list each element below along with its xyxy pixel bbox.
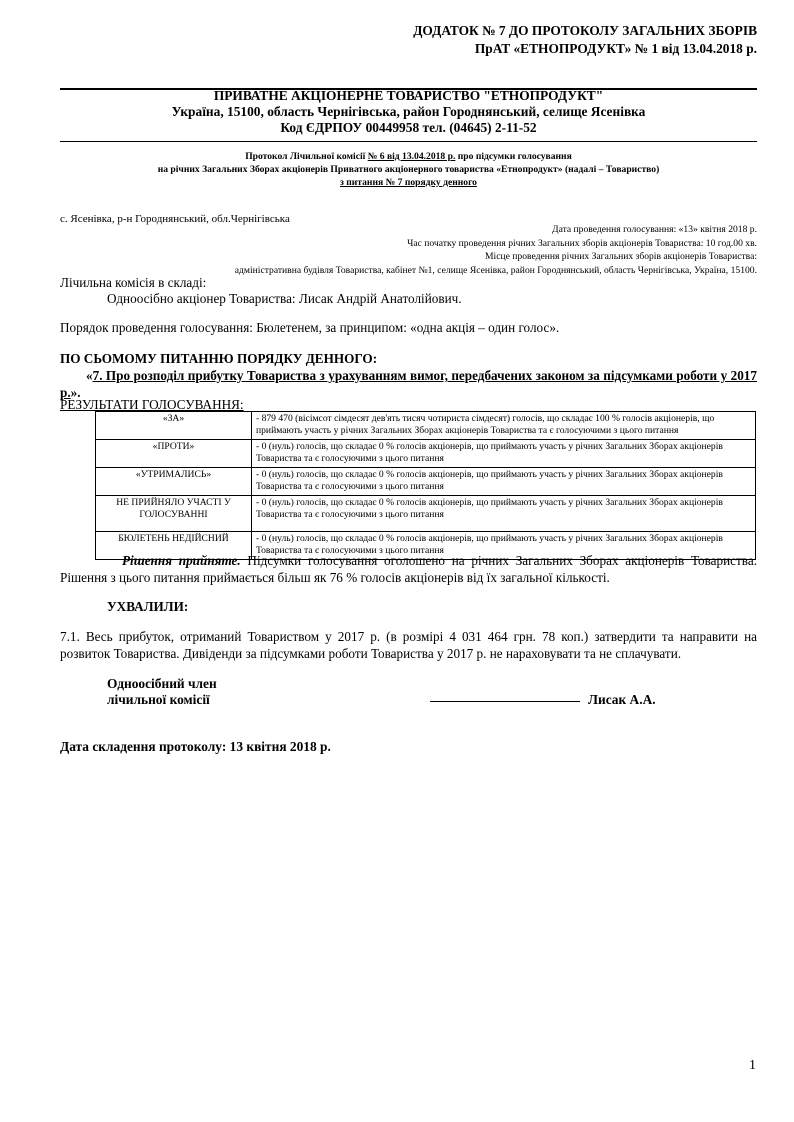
company-name: ПРИВАТНЕ АКЦІОНЕРНЕ ТОВАРИСТВО "ЕТНОПРОДУКТ" [213, 88, 604, 103]
protocol-number: № 6 від 13.04.2018 р. [367, 151, 456, 162]
option-cell: «УТРИМАЛИСЬ» [96, 468, 252, 496]
resolution-text: 7.1. Весь прибуток, отриманий Товариством у 2017 р. (в розмірі 4 031 464 грн. 78 коп.) затвердити та направити на розвиток Товариства. Дивіденди за підсумками роботи Товариства у 2017 р. не нараховувати та не сплачувати. [60, 629, 757, 661]
venue-label: Місце проведення річних Загальних зборів акціонерів Товариства: [485, 251, 757, 262]
option-cell: НЕ ПРИЙНЯЛО УЧАСТІ У ГОЛОСУВАННІ [96, 496, 252, 532]
decision-sentence [60, 552, 757, 586]
signer-name: Лисак А.А. [588, 692, 656, 707]
result-cell: - 879 470 (вісімсот сімдесят дев'ять тисяч чотириста сімдесят) голосів, що складає 100 % голосів акціонерів, що приймають участь у річних Загальних Зборах акціонерів Товариства та є голосуючими з цього питання [252, 412, 756, 440]
commission-member: Одноосібно акціонер Товариства: Лисак Андрій Анатолійович. [107, 291, 462, 306]
decision-paragraph [60, 552, 757, 586]
option-cell: «ПРОТИ» [96, 440, 252, 468]
protocol-title [60, 150, 757, 189]
protocol-line-1 [60, 150, 757, 163]
appendix-line-2: ПрАТ «ЕТНОПРОДУКТ» № 1 від 13.04.2018 р. [474, 41, 757, 56]
results-row-against [96, 440, 756, 468]
protocol-line-2: на річних Загальних Зборах акціонерів Приватного акціонерного товариства «Етнопродукт» (надалі – Товариство) [157, 164, 660, 175]
appendix-line-1: ДОДАТОК № 7 ДО ПРОТОКОЛУ ЗАГАЛЬНИХ ЗБОРІВ [413, 23, 757, 38]
commission-label: Лічильна комісія в складі: [60, 275, 207, 290]
protocol-line-1-pre: Протокол Лічильної комісії [245, 151, 368, 162]
agenda-item [60, 350, 757, 401]
signature-blank [430, 701, 580, 702]
company-header [60, 88, 757, 136]
result-cell: - 0 (нуль) голосів, що складає 0 % голосів акціонерів, що приймають участь у річних Загальних Зборах акціонерів Товариства та є голосуючими з цього питання [252, 468, 756, 496]
meeting-meta [60, 223, 757, 277]
protocol-line-1-post: про підсумки голосування [455, 151, 572, 162]
voting-date: Дата проведення голосування: «13» квітня 2018 р. [552, 224, 757, 235]
option-cell: БЮЛЕТЕНЬ НЕДІЙСНИЙ [96, 532, 252, 560]
decision-text: Підсумки голосування оголошено на річних Загальних Зборах акціонерів Товариства. Рішення з цього питання приймається більш як 76 % голосів акціонерів від їх загальної кількості. [60, 553, 757, 585]
result-cell: - 0 (нуль) голосів, що складає 0 % голосів акціонерів, що приймають участь у річних Загальних Зборах акціонерів Товариства та є голосуючими з цього питання [252, 532, 756, 560]
results-row-not-participated [96, 496, 756, 532]
company-codes: Код ЄДРПОУ 00449958 тел. (04645) 2-11-52 [280, 120, 537, 135]
header-rule [60, 141, 757, 142]
result-cell: - 0 (нуль) голосів, що складає 0 % голосів акціонерів, що приймають участь у річних Загальних Зборах акціонерів Товариства та є голосуючими з цього питання [252, 440, 756, 468]
venue-value: адміністративна будівля Товариства, кабінет №1, селище Ясенівка, район Городнянський, область Чернігівська, Україна, 15100. [234, 264, 757, 276]
start-time: Час початку проведення річних Загальних зборів акціонерів Товариства: 10 год.00 хв. [407, 237, 757, 249]
signer-title-line-1: Одноосібний член [107, 676, 217, 691]
results-table [95, 411, 756, 560]
results-row-for [96, 412, 756, 440]
agenda-question-close: ». [70, 385, 81, 400]
voting-order: Порядок проведення голосування: Бюлетенем, за принципом: «одна акція – один голос». [60, 320, 560, 335]
decision-label: Рішення прийняте. [122, 553, 241, 568]
agenda-heading: ПО СЬОМОМУ ПИТАННЮ ПОРЯДКУ ДЕННОГО: [60, 351, 378, 366]
signer-title-line-2: лічильної комісії [107, 692, 210, 707]
result-cell: - 0 (нуль) голосів, що складає 0 % голосів акціонерів, що приймають участь у річних Загальних Зборах акціонерів Товариства та є голосуючими з цього питання [252, 496, 756, 532]
place-of-drafting: с. Ясенівка, р-н Городнянський, обл.Чернігівська [60, 213, 290, 225]
appendix-header [413, 22, 757, 58]
results-label: РЕЗУЛЬТАТИ ГОЛОСУВАННЯ: [60, 397, 244, 412]
company-address: Україна, 15100, область Чернігівська, район Городнянський, селище Ясенівка [171, 104, 646, 119]
results-row-abstained [96, 468, 756, 496]
option-cell: «ЗА» [96, 412, 252, 440]
drafting-date: Дата складення протоколу: 13 квітня 2018 р. [60, 739, 331, 754]
signer-title [107, 676, 217, 708]
resolved-heading: УХВАЛИЛИ: [107, 599, 189, 614]
agenda-question-open: « [86, 368, 93, 383]
protocol-line-3: з питання № 7 порядку денного [340, 177, 477, 188]
page-number: 1 [749, 1058, 756, 1073]
agenda-question-text: 7. Про розподіл прибутку Товариства з урахуванням вимог, передбачених законом за підсумками роботи у 2017 р. [60, 368, 757, 400]
signature-line [430, 692, 656, 708]
